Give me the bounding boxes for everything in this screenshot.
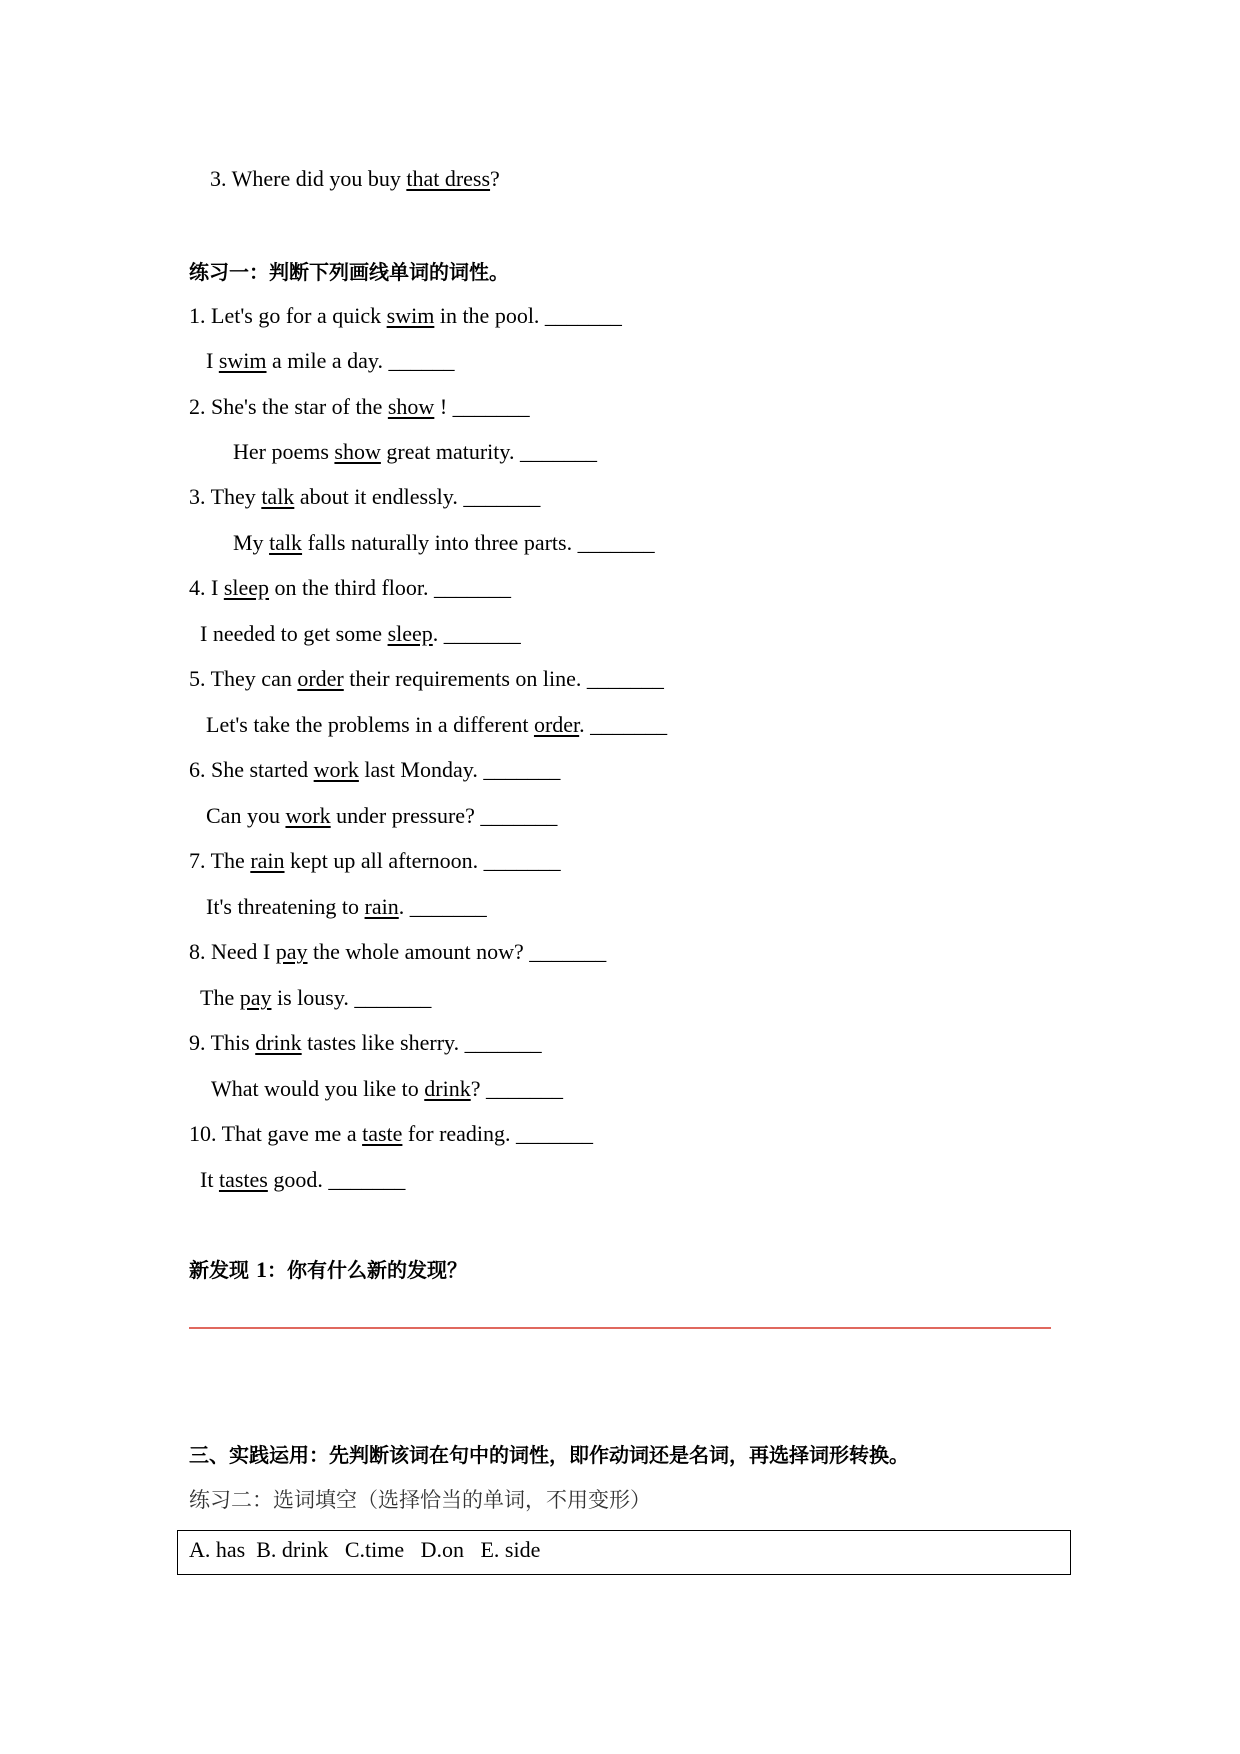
exercise-line: 6. She started work last Monday. _______ — [189, 757, 561, 782]
underlined-word: pay — [275, 939, 308, 964]
exercise-line: 7. The rain kept up all afternoon. _______ — [189, 848, 561, 873]
exercise-line: 9. This drink tastes like sherry. _______ — [189, 1030, 542, 1055]
exercise-line: My talk falls naturally into three parts. _______ — [233, 530, 655, 555]
underlined-word: drink — [424, 1076, 471, 1101]
underlined-word: swim — [218, 348, 267, 373]
exercise-line: 10. That gave me a taste for reading. _______ — [189, 1121, 594, 1146]
underlined-word: show — [334, 439, 381, 464]
exercise-line: 2. She's the star of the show ! _______ — [189, 394, 530, 419]
exercise-line: Her poems show great maturity. _______ — [233, 439, 597, 464]
exercise-line: 1. Let's go for a quick swim in the pool. _______ — [189, 303, 622, 328]
underlined-word: rain — [250, 848, 285, 873]
underlined-word: rain — [364, 894, 399, 919]
underlined-word: pay — [239, 985, 272, 1010]
question-3-line: 3. Where did you buy that dress? — [210, 166, 500, 191]
underlined-word: show — [387, 394, 435, 419]
underlined-word: sleep — [387, 621, 433, 646]
exercise-line: The pay is lousy. _______ — [200, 985, 432, 1010]
underlined-word: sleep — [223, 575, 270, 600]
exercise-line: It tastes good. _______ — [200, 1167, 406, 1192]
word-options-box — [177, 1530, 1071, 1575]
underlined-word: work — [313, 757, 359, 782]
exercise-line: 4. I sleep on the third floor. _______ — [189, 575, 512, 600]
section-3-title: 三、实践运用：先判断该词在句中的词性，即作动词还是名词，再选择词形转换。 — [189, 1443, 909, 1467]
exercise-line: I needed to get some sleep. _______ — [200, 621, 521, 646]
underlined-word: talk — [261, 484, 295, 509]
underlined-word: order — [533, 712, 580, 737]
underlined-word: work — [285, 803, 331, 828]
underlined-word: tastes — [218, 1167, 268, 1192]
underlined-word: taste — [362, 1121, 403, 1146]
exercise-line: What would you like to drink? _______ — [211, 1076, 563, 1101]
answer-line[interactable] — [189, 1327, 1051, 1329]
discovery-title: 新发现 1：你有什么新的发现？ — [189, 1257, 467, 1282]
exercise-line: Can you work under pressure? _______ — [206, 803, 558, 828]
exercise-line: I swim a mile a day. ______ — [206, 348, 455, 373]
exercise-line: Let's take the problems in a different order. _______ — [206, 712, 668, 737]
exercise-1-title: 练习一：判断下列画线单词的词性。 — [189, 260, 509, 284]
exercise-2-subtitle: 练习二：选词填空（选择恰当的单词，不用变形） — [189, 1488, 651, 1512]
exercise-line: It's threatening to rain. _______ — [206, 894, 487, 919]
underlined-word: swim — [386, 303, 435, 328]
exercise-line: 8. Need I pay the whole amount now? _______ — [189, 939, 607, 964]
word-options: A. has B. drink C.time D.on E. side — [189, 1537, 541, 1562]
underlined-word: order — [297, 666, 344, 691]
underlined-word: talk — [269, 530, 303, 555]
exercise-line: 5. They can order their requirements on line. _______ — [189, 666, 664, 691]
exercise-line: 3. They talk about it endlessly. _______ — [189, 484, 541, 509]
underlined-word: that dress — [406, 166, 491, 191]
underlined-word: drink — [255, 1030, 302, 1055]
